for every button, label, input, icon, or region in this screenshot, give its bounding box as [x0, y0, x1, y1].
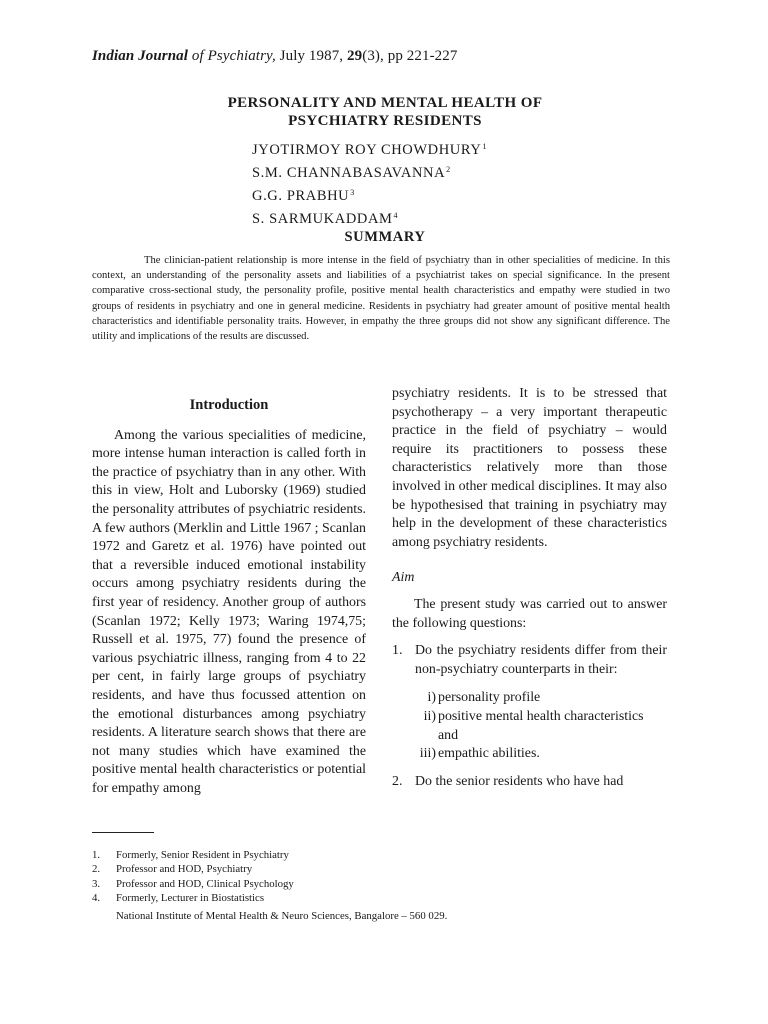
author-footnote-mark: 2	[446, 165, 451, 174]
footnote-text: Formerly, Lecturer in Biostatistics	[116, 891, 265, 904]
author-list	[252, 137, 487, 229]
summary-abstract	[92, 253, 670, 344]
journal-of: of	[191, 48, 204, 64]
footnote-number: 4.	[92, 891, 101, 904]
author-footnote-mark: 3	[350, 188, 355, 197]
sub-question-label: ii)	[423, 708, 436, 724]
footnote-number: 3.	[92, 877, 101, 890]
author	[252, 206, 487, 229]
aim-heading: Aim	[392, 570, 415, 586]
question-2	[392, 773, 667, 792]
journal-volume: 29	[347, 48, 363, 64]
question-1-sublist	[392, 689, 667, 763]
summary-text: The clinician-patient relationship is more intense in the field of psychiatry than in other specialities of medicine. In this context, an understanding of the personality assets and liabilities of a psychiatrist takes on special significance. In the present comparative cross-sectional study, the personality profile, positive mental health characteristics and empathy were studied in two groups of residents in psychiatry and one in general medicine. Residents in psychiatry had greater amount of positive mental health characteristics and identifiable personality traits. However, in empathy the three groups did not show any significant difference. The utility and implications of the results are discussed.	[92, 255, 670, 343]
aim-intro: The present study was carried out to answer the following questions:	[392, 596, 667, 631]
introduction-paragraph: Among the various specialities of medicine, more intense human interaction is called forth in the practice of psychiatry than in any other. With this in view, Holt and Luborsky (1969) studied the personality attributes of psychiatric residents. A few authors (Merklin and Little 1967 ; Scanlan 1972 and Garetz et al. 1976) have pointed out that a reversible induced emotional instability occurs among psychiatry residents during the first year of residency. Another group of authors (Scanlan 1972; Kelly 1973; Waring 1974,75; Russell et al. 1975, 77) found the presence of various psychiatric illness, ranging from 4 to 22 per cent, in fairly large groups of psychiatry residents, and have thus focussed attention on the emotional disturbances among psychiatry residents. A literature search shows that there are not many studies which have examined the positive mental health characteristics or potential for empathy among	[92, 427, 366, 796]
journal-psychiatry: Psychiatry,	[207, 48, 276, 64]
sub-question-label: iii)	[419, 746, 436, 762]
author-name: S.M. CHANNABASAVANNA	[252, 165, 446, 181]
sub-question	[392, 708, 667, 745]
introduction-heading: Introduction	[189, 397, 269, 413]
author	[252, 160, 487, 183]
sub-question-label: i)	[427, 690, 436, 706]
sub-question-text: empathic abilities.	[438, 746, 540, 762]
sub-question	[392, 689, 667, 708]
footnote-divider	[92, 832, 154, 833]
summary-heading: SUMMARY	[344, 229, 426, 245]
right-column	[392, 385, 667, 791]
introduction-continuation: psychiatry residents. It is to be stressed that psychotherapy – a very important therapeutic practice in the field of psychiatry – would require its practitioners to possess these characteristics relatively more than those involved in other medical disciplines. It may also be hypothesised that training in psychiatry may help in the development of these characteristics among psychiatry residents.	[392, 386, 667, 550]
footnote-number: 1.	[92, 849, 101, 861]
footnote-text: Professor and HOD, Psychiatry	[116, 863, 253, 876]
question-1	[392, 642, 667, 679]
footnote	[92, 877, 294, 891]
author-name: G.G. PRABHU	[252, 188, 350, 204]
journal-citation	[92, 48, 457, 65]
author-name: S. SARMUKADDAM	[252, 211, 393, 227]
author-footnote-mark: 1	[482, 142, 488, 151]
article-title	[92, 94, 678, 130]
author	[252, 137, 487, 160]
footnote-list	[92, 848, 294, 905]
footnote-text: Professor and HOD, Clinical Psychology	[116, 877, 294, 890]
question-text: Do the psychiatry residents differ from their non-psychiatry counterparts in their:	[415, 643, 667, 677]
footnote	[92, 862, 294, 876]
journal-date: July 1987,	[279, 48, 344, 64]
author	[252, 183, 487, 206]
article-title-line-2: PSYCHIATRY RESIDENTS	[288, 113, 482, 129]
author-name: JYOTIRMOY ROY CHOWDHURY	[252, 142, 482, 158]
article-title-line-1: PERSONALITY AND MENTAL HEALTH OF	[227, 95, 543, 111]
journal-name: Indian Journal	[92, 48, 189, 64]
footnote-text: Formerly, Senior Resident in Psychiatry	[116, 849, 289, 861]
sub-question-text: personality profile	[438, 690, 541, 706]
journal-issue: (3),	[362, 48, 384, 64]
footnote	[92, 848, 294, 862]
footnote	[92, 891, 294, 905]
journal-pages: pp 221-227	[387, 48, 458, 64]
sub-question	[392, 745, 667, 764]
sub-question-text: positive mental health characteristics and	[438, 708, 644, 743]
left-column	[92, 396, 366, 798]
question-text: Do the senior residents who have had	[415, 773, 624, 789]
footnote-number: 2.	[92, 863, 101, 876]
question-number: 2.	[392, 773, 403, 789]
institution-affiliation: National Institute of Mental Health & Neuro Sciences, Bangalore – 560 029.	[116, 910, 448, 922]
author-footnote-mark: 4	[393, 211, 399, 220]
question-number: 1.	[392, 643, 403, 659]
